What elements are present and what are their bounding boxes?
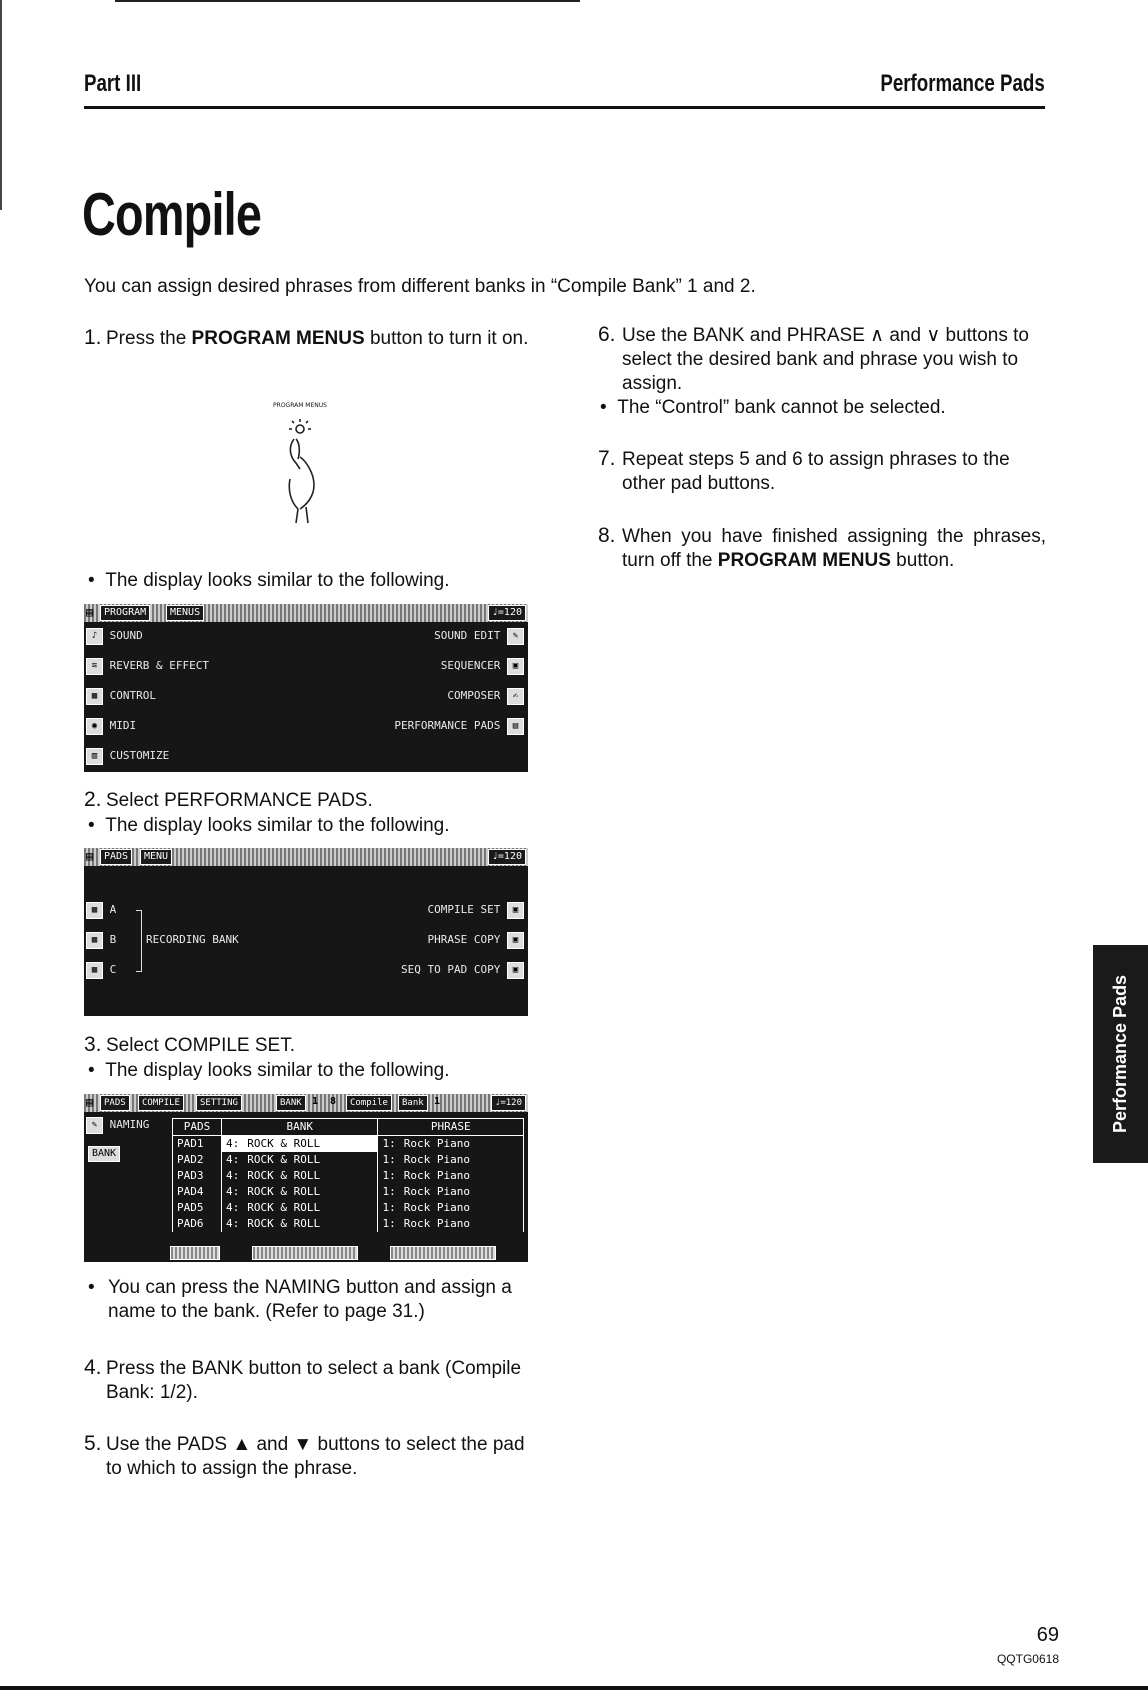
compile-tag: Compile [346,1095,392,1111]
menu-item-sequencer[interactable] [441,657,524,675]
bullet-dot: • [88,1060,106,1081]
display-program-menus [84,604,528,772]
step-text: Select PERFORMANCE PADS. [106,790,373,811]
bank-c[interactable] [86,961,116,979]
intro-text: You can assign desired phrases from different banks in “Compile Bank” 1 and 2. [84,276,756,297]
phrase-name: Rock Piano [400,1200,524,1216]
step-3 [84,1034,295,1058]
bank-value: 1 8 [312,1096,337,1107]
step-bold: PROGRAM MENUS [191,328,365,349]
pressing-finger-icon [270,417,340,527]
step-number: 8. [598,524,616,547]
title-tag: COMPILE [138,1095,184,1111]
title-tag: SETTING [196,1095,242,1111]
top-rule [115,0,580,2]
step-3-bullet [88,1059,449,1083]
bank-b[interactable] [86,931,116,949]
display-pads-menu [84,848,528,1016]
midi-icon: ◉ [86,718,103,735]
menu-item-performance-pads[interactable] [394,717,524,735]
menu-item-label: CONTROL [109,689,156,702]
pads-up-down-control[interactable] [170,1246,220,1260]
bottom-rule [0,1686,1148,1690]
menu-icon: ▤ [86,849,94,863]
title-tag: PROGRAM [100,605,150,621]
phrase-num: 1: [378,1216,400,1232]
phrase-num: 1: [378,1184,400,1200]
phrase-name: Rock Piano [400,1184,524,1200]
seq-copy-icon: ▣ [507,962,524,979]
step-bold: PROGRAM MENUS [717,550,891,571]
title-tag: MENUS [166,605,204,621]
tempo-display: ♩=120 [488,605,526,621]
section-side-tab[interactable]: Performance Pads [1093,945,1148,1163]
step-8 [598,525,1046,573]
step-number: 3. [84,1033,102,1056]
bank-name: ROCK & ROLL [243,1152,378,1168]
pads-icon: ▤ [507,718,524,735]
step-text: Press the [106,328,192,349]
display-title-bar [84,848,528,866]
composer-icon: ✍ [507,688,524,705]
naming-icon: ✎ [86,1117,103,1134]
phrase-num: 1: [378,1152,400,1168]
bullet-text: The display looks similar to the following. [105,570,450,591]
step-text-end: button to turn it on. [364,328,529,349]
button-caption: PROGRAM MENUS [273,402,327,409]
bullet-dot: • [88,1277,95,1298]
menu-item-label: CUSTOMIZE [109,749,170,762]
title-tag: PADS [100,849,132,865]
bank-label: A [109,903,117,916]
control-icon: ▦ [86,688,103,705]
bank-name: ROCK & ROLL [243,1136,378,1153]
left-edge [0,0,2,210]
menu-item-control[interactable] [86,687,156,705]
table-row[interactable] [173,1216,524,1232]
tempo-display: ♩=120 [491,1095,526,1111]
bank-num: 4: [222,1136,244,1153]
table-header [173,1119,524,1136]
bank-button[interactable]: BANK [88,1146,120,1162]
step-text: Repeat steps 5 and 6 to assign phrases to the other pad buttons. [622,449,1010,494]
step-7 [598,448,1046,496]
step-number: 5. [84,1432,102,1455]
step-text: Select COMPILE SET. [106,1035,296,1056]
page-number: 69 [1036,1624,1059,1646]
step-5 [84,1433,529,1481]
phrase-name: Rock Piano [400,1152,524,1168]
pad-cell: PAD2 [173,1152,222,1168]
menu-item-label: PERFORMANCE PADS [394,719,501,732]
step-1 [84,327,529,351]
step-4 [84,1357,529,1405]
menu-icon: ▤ [86,605,94,619]
phrase-num: 1: [378,1200,400,1216]
compile-icon: ▣ [507,902,524,919]
step-text: Use the BANK and PHRASE ∧ and ∨ buttons to select the desired bank and phrase you wish to assign. [622,325,1029,394]
bank-num: 4: [222,1152,244,1168]
title-tag: PADS [100,1095,130,1111]
bullet-text: The display looks similar to the following. [105,815,450,836]
menu-item-label: MIDI [109,719,137,732]
document-code: QQTG0618 [996,1652,1059,1666]
col-bank: BANK [222,1119,378,1136]
menu-icon: ▤ [86,1095,94,1109]
bank-label: B [109,933,117,946]
menu-item-sound[interactable] [86,627,143,645]
bullet-dot: • [88,815,106,836]
naming-button[interactable] [86,1116,149,1134]
bullet-dot: • [600,397,618,418]
recording-bracket [136,910,142,972]
step-text: Use the PADS ▲ and ▼ buttons to select the pad to which to assign the phrase. [106,1434,525,1479]
phrase-name: Rock Piano [400,1216,524,1232]
part-label: Part III [84,70,142,97]
bank-name: ROCK & ROLL [243,1168,378,1184]
naming-label: NAMING [109,1118,150,1131]
reverb-icon: ≋ [86,658,103,675]
bullet-text: The display looks similar to the following. [105,1060,450,1081]
menu-item-seq-to-pad-copy[interactable] [401,961,524,979]
menu-item-compile-set[interactable] [428,901,524,919]
step-6 [598,324,1046,396]
bullet-text: The “Control” bank cannot be selected. [617,397,946,418]
phrase-name: Rock Piano [400,1168,524,1184]
step-2 [84,789,373,813]
menu-item-label: SEQUENCER [440,659,501,672]
menu-item-sound-edit[interactable] [434,627,524,645]
table-row[interactable] [173,1184,524,1200]
bullet-text: You can press the NAMING button and assign a name to the bank. (Refer to page 31.) [108,1277,512,1322]
title-tag: MENU [140,849,172,865]
menu-item-reverb-effect[interactable] [86,657,209,675]
bank-tag: BANK [276,1095,306,1111]
display-title-bar [84,604,528,622]
col-phrase: PHRASE [378,1119,524,1136]
compile-table [172,1118,524,1232]
phrase-num: 1: [378,1168,400,1184]
menu-item-composer[interactable] [447,687,524,705]
table-row[interactable] [173,1152,524,1168]
phrase-name: Rock Piano [400,1136,524,1153]
bank-num: 4: [222,1168,244,1184]
menu-item-label: SOUND [109,629,143,642]
menu-item-customize[interactable] [86,747,169,765]
bank-name: ROCK & ROLL [243,1184,378,1200]
sound-edit-icon: ✎ [507,628,524,645]
step-3-note [88,1276,533,1324]
page-title: Compile [82,181,262,248]
menu-item-phrase-copy[interactable] [428,931,524,949]
pad-icon: ▦ [86,902,103,919]
pad-icon: ▦ [86,932,103,949]
step-number: 6. [598,323,616,346]
bank-num: 4: [222,1184,244,1200]
program-menus-button-illustration [270,403,340,528]
table-row[interactable] [173,1136,524,1153]
customize-icon: ▥ [86,748,103,765]
display-title-bar [84,1094,528,1112]
menu-item-label: SOUND EDIT [434,629,501,642]
pad-cell: PAD4 [173,1184,222,1200]
menu-item-midi[interactable] [86,717,136,735]
pad-icon: ▦ [86,962,103,979]
section-label: Performance Pads [880,70,1045,97]
bank-up-down-control[interactable] [252,1246,358,1260]
menu-item-label: COMPOSER [447,689,501,702]
step-text-end: button. [890,550,955,571]
sequencer-icon: ▣ [507,658,524,675]
tempo-display: ♩=120 [488,849,526,865]
pad-cell: PAD6 [173,1216,222,1232]
step-1-bullet [88,569,449,593]
menu-item-label: SEQ TO PAD COPY [401,963,501,976]
step-text: Press the BANK button to select a bank (Compile Bank: 1/2). [106,1358,522,1403]
bank-a[interactable] [86,901,116,919]
step-number: 2. [84,788,102,811]
compile-tag: Bank [398,1095,428,1111]
menu-item-label: REVERB & EFFECT [109,659,209,672]
step-text: When you have finished assigning the phrases, turn off the [622,526,1046,571]
bullet-dot: • [88,570,106,591]
bank-name: ROCK & ROLL [243,1216,378,1232]
bank-name: ROCK & ROLL [243,1200,378,1216]
bank-num: 4: [222,1200,244,1216]
compile-bank-value: 1 [434,1096,441,1107]
bank-label: C [109,963,117,976]
pad-cell: PAD5 [173,1200,222,1216]
recording-bank-label: RECORDING BANK [146,933,239,946]
step-number: 4. [84,1356,102,1379]
table-row[interactable] [173,1200,524,1216]
copy-icon: ▣ [507,932,524,949]
header-rule [84,106,1045,109]
step-6-bullet [600,396,946,420]
phrase-up-down-control[interactable] [390,1246,496,1260]
step-number: 7. [598,447,616,470]
col-pads: PADS [173,1119,222,1136]
pad-cell: PAD1 [173,1136,222,1153]
menu-item-label: PHRASE COPY [427,933,501,946]
sound-icon: ♪ [86,628,103,645]
menu-item-label: COMPILE SET [427,903,501,916]
display-compile-setting [84,1094,528,1262]
table-row[interactable] [173,1168,524,1184]
pad-cell: PAD3 [173,1168,222,1184]
bank-num: 4: [222,1216,244,1232]
step-number: 1. [84,326,102,349]
step-2-bullet [88,814,449,838]
phrase-num: 1: [378,1136,400,1153]
